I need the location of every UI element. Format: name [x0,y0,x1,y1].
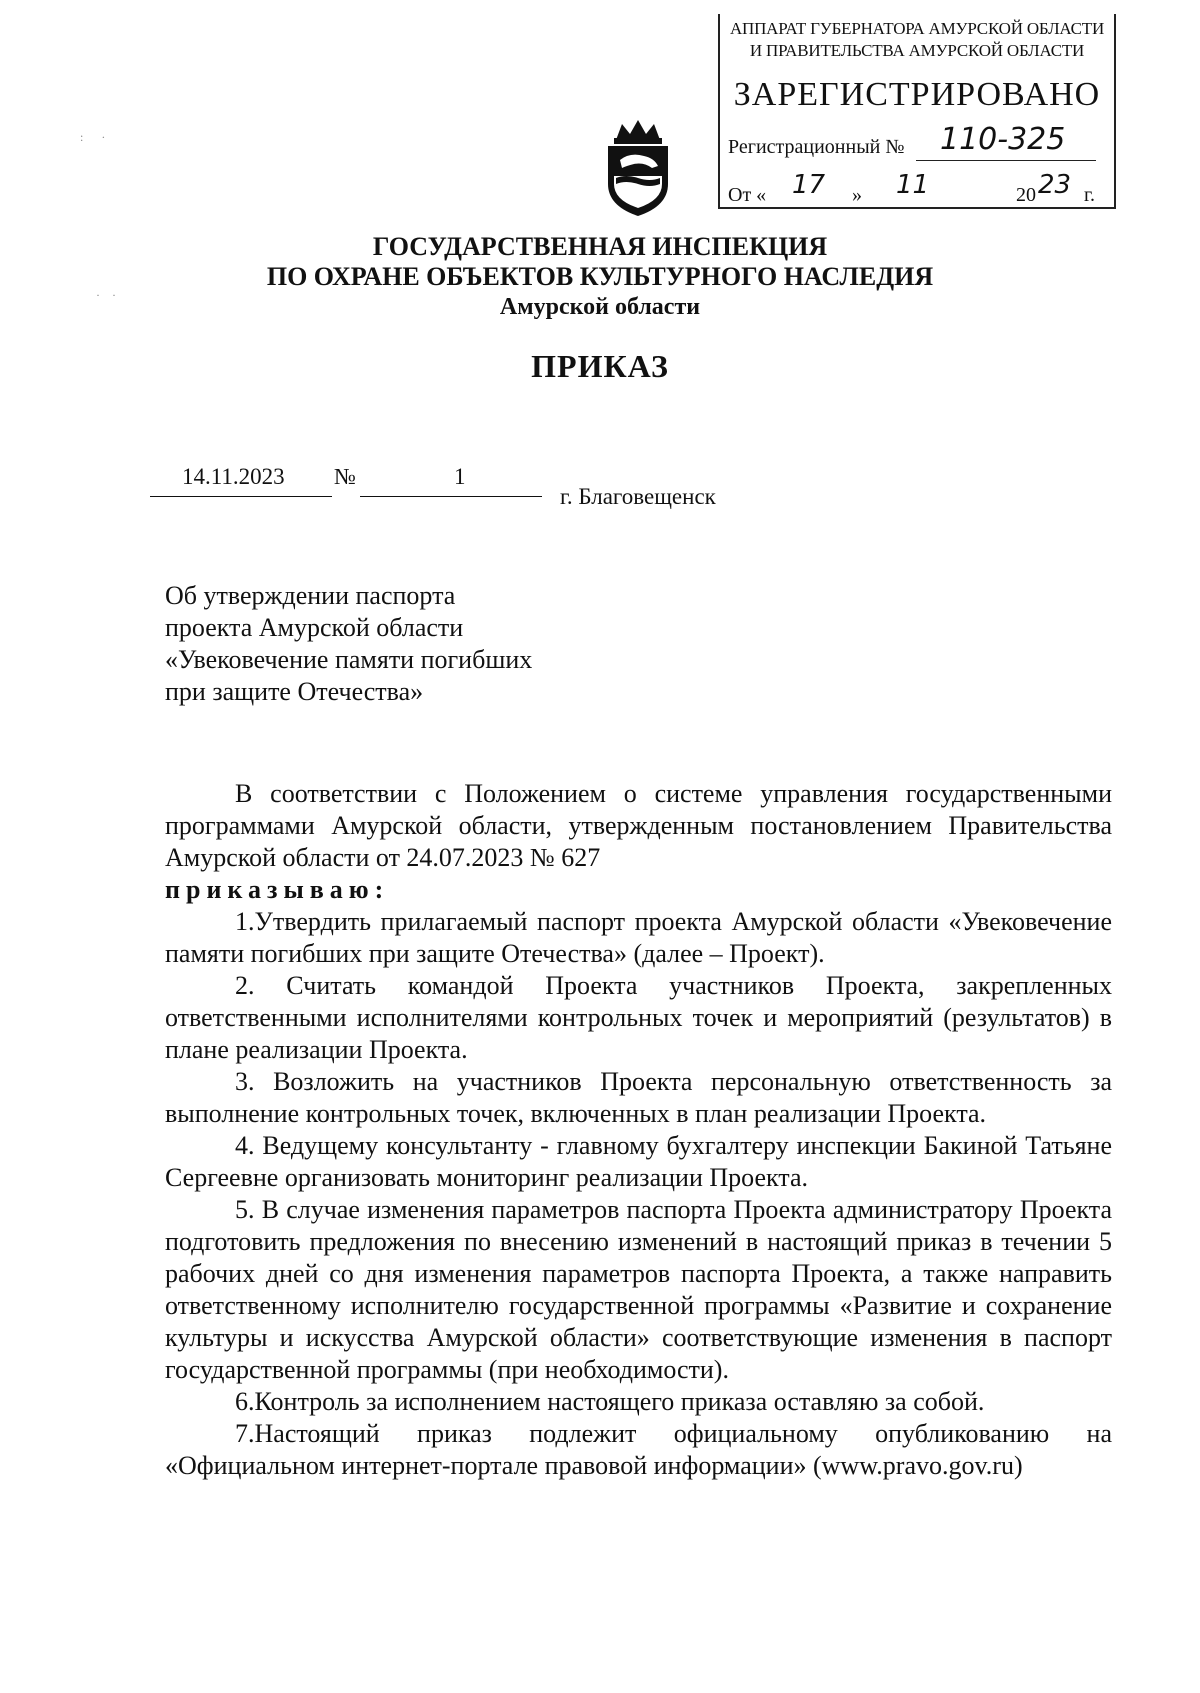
order-item: 1.Утвердить прилагаемый паспорт проекта Амурской области «Увековечение памяти погибших при защите Отечества» (далее – Проект). [165,907,1112,968]
stamp-title: ЗАРЕГИСТРИРОВАНО [733,76,1101,113]
subject-line: при защите Отечества» [165,677,424,706]
stamp-reg-number: 110-325 [940,122,1066,157]
stamp-organization [720,18,1114,62]
stamp-year-suffix: 23 [1038,170,1072,200]
stamp-day: 17 [792,170,826,200]
org-name-line1: ГОСУДАРСТВЕННАЯ ИНСПЕКЦИЯ [372,232,828,261]
stamp-org-line2: И ПРАВИТЕЛЬСТВА АМУРСКОЙ ОБЛАСТИ [749,41,1085,60]
stamp-year-prefix: 20 [1016,184,1036,206]
stamp-month-underline [870,208,1008,209]
scan-speck: · · [96,288,116,302]
subject-line: «Увековечение памяти погибших [165,645,533,674]
coat-of-arms-icon [600,118,676,218]
order-item: 6.Контроль за исполнением настоящего приказа оставляю за собой. [235,1387,985,1416]
registration-stamp [718,14,1116,209]
stamp-org-line1: АППАРАТ ГУБЕРНАТОРА АМУРСКОЙ ОБЛАСТИ [729,19,1105,38]
stamp-reg-row [728,136,904,159]
intro-paragraph: В соответствии с Положением о системе управления государственными программами Амурской области, утвержденным постановлением Правительства Амурской области от 24.07.2023 № 627 [165,779,1112,872]
order-subject [165,580,685,708]
date-underline [150,496,332,497]
stamp-quote-close: » [852,184,862,206]
stamp-reg-label: Регистрационный № [728,136,905,158]
order-item: 7.Настоящий приказ подлежит официальному опубликованию на «Официальном интернет-портале правовой информации» (www.pravo.gov.ru) [165,1419,1112,1480]
order-item: 2. Считать командой Проекта участников Проекта, закрепленных ответственными исполнителями контрольных точек и мероприятий (результатов) в плане реализации Проекта. [165,971,1112,1064]
order-number-label: № [334,464,356,489]
subject-line: проекта Амурской области [165,613,464,642]
stamp-month: 11 [896,170,930,200]
document-type: ПРИКАЗ [531,348,669,384]
org-region: Амурской области [499,294,701,320]
order-item: 4. Ведущему консультанту - главному бухгалтеру инспекции Бакиной Татьяне Сергеевне организовать мониторинг реализации Проекта. [165,1131,1112,1192]
order-number: 1 [454,464,466,489]
order-keyword: приказываю: [165,875,390,904]
stamp-year-underline [1016,208,1078,209]
order-item: 5. В случае изменения параметров паспорта Проекта администратору Проекта подготовить предложения по внесению изменений в настоящий приказ в течении 5 рабочих дней со дня изменения параметров паспорта Проекта, а также направить ответственному исполнителю государственной программы «Развитие и сохранение культуры и искусства Амурской области» соответствующие изменения в паспорт государственной программы (при необходимости). [165,1195,1112,1384]
subject-line: Об утверждении паспорта [165,581,456,610]
stamp-from-label: От « [728,184,767,206]
scan-speck: : · [80,130,106,144]
number-underline [360,496,542,497]
org-name-line2: ПО ОХРАНЕ ОБЪЕКТОВ КУЛЬТУРНОГО НАСЛЕДИЯ [266,262,934,291]
order-city: г. Благовещенск [560,484,716,509]
stamp-day-underline [778,208,848,209]
stamp-reg-underline [916,160,1096,161]
stamp-year-unit: г. [1084,184,1095,206]
order-body [165,778,1112,1482]
order-date: 14.11.2023 [182,464,285,489]
stamp-date-row [728,184,766,207]
order-item: 3. Возложить на участников Проекта персональную ответственность за выполнение контрольных точек, включенных в план реализации Проекта. [165,1067,1112,1128]
